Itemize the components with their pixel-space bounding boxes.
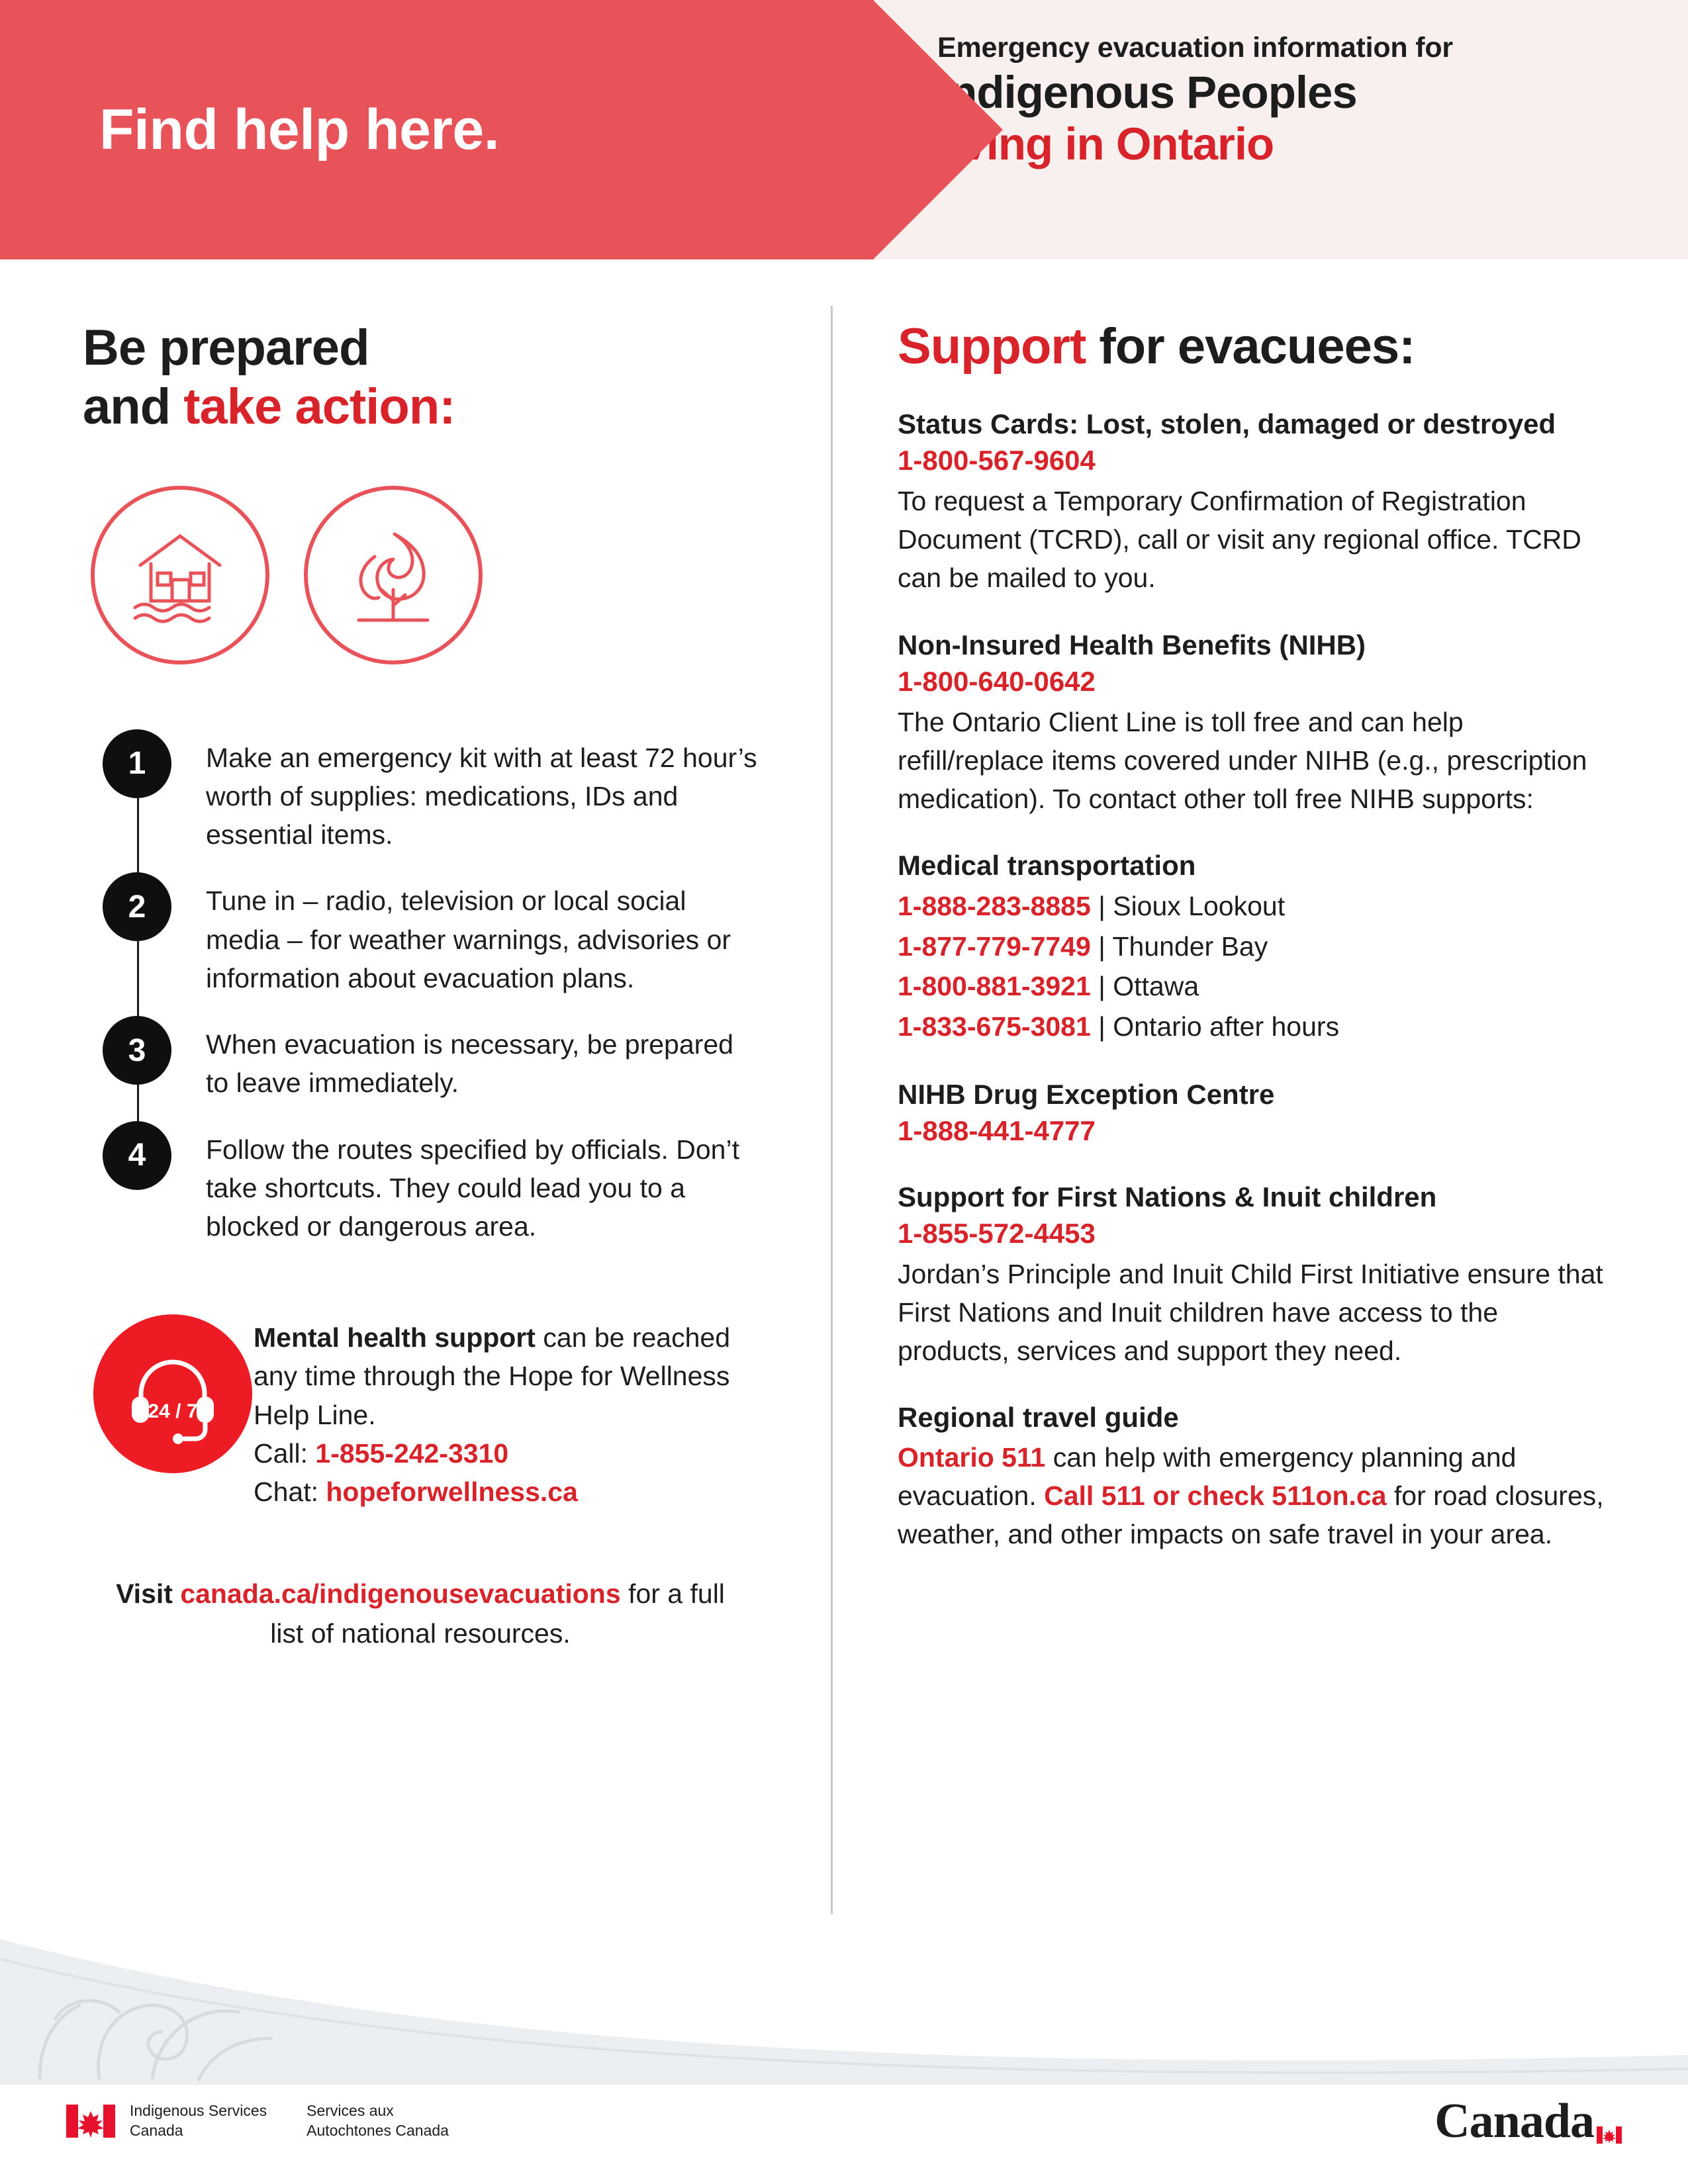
phone-place: | Thunder Bay [1090,931,1268,962]
section-body: The Ontario Client Line is toll free and can help refill/replace items covered under NIHB (e.g., prescription medication). To contact other toll free NIHB supports: [898,706,1587,815]
travel-body-part4: for road closures, weather, and other impacts on safe travel in your area. [898,1480,1604,1550]
left-column-title [83,319,758,437]
isc-en-line1: Indigenous Services [130,2102,267,2120]
support-section-status-cards [898,407,1615,598]
step-number: 1 [103,729,171,798]
step-bullet-wrap [83,729,206,798]
phone-row [898,966,1615,1007]
phone-number[interactable]: 1-800-881-3921 [898,971,1091,1002]
section-heading: NIHB Drug Exception Centre [898,1078,1275,1110]
phone-place: | Ontario after hours [1090,1011,1340,1042]
step-bullet-wrap [83,872,206,941]
call-511-link[interactable]: Call 511 or check 511on.ca [1044,1480,1387,1512]
mental-health-chat-label: Chat: [254,1477,326,1508]
phone-row [898,1007,1615,1047]
support-section-children [898,1180,1615,1371]
isc-fr-line2: Autochtones Canada [306,2122,449,2139]
section-heading: Status Cards: Lost, stolen, damaged or destroyed [898,408,1556,439]
ontario-511-link[interactable]: Ontario 511 [898,1441,1046,1473]
page-content [0,259,1688,1967]
indigenous-services-canada-logo [66,2101,449,2141]
phone-row [898,927,1615,967]
visit-resources-line [83,1574,758,1653]
isc-english [130,2101,267,2141]
section-phone[interactable]: 1-800-567-9604 [898,445,1096,477]
mental-health-lead: Mental health support [254,1322,536,1353]
step-bullet-wrap [83,1016,206,1085]
banner-title: Find help here. [99,97,500,161]
hazard-icons [91,486,758,664]
left-title-line2a: and [83,378,184,435]
canada-wordmark [1434,2093,1622,2150]
support-section-travel-guide [898,1400,1615,1553]
mental-health-phone[interactable]: 1-855-242-3310 [315,1437,509,1469]
mental-health-chat-link[interactable]: hopeforwellness.ca [326,1477,578,1508]
header-title-accent: living in Ontario [937,118,1274,169]
support-section-medical-transportation [898,848,1615,1046]
preparedness-steps [83,729,758,1246]
phone-number[interactable]: 1-833-675-3081 [898,1011,1091,1042]
wildfire-icon [304,486,483,664]
step-number: 2 [103,872,171,941]
section-phone[interactable]: 1-888-441-4777 [898,1115,1096,1147]
phone-number[interactable]: 1-877-779-7749 [898,931,1091,962]
step-bullet-wrap [83,1121,206,1190]
left-title-line1: Be prepared [83,320,369,376]
support-section-nihb [898,628,1615,819]
section-heading: Non-Insured Health Benefits (NIHB) [898,629,1366,660]
section-body [898,1438,1615,1554]
left-title-accent: take action: [183,378,455,435]
section-body: To request a Temporary Confirmation of Registration Document (TCRD), call or visit any regional office. TCRD can be mailed to you. [898,486,1581,594]
section-heading: Support for First Nations & Inuit children [898,1181,1437,1212]
support-section-drug-exception [898,1077,1615,1150]
header-banner [0,0,874,259]
phone-row [898,886,1615,927]
phone-number[interactable]: 1-888-283-8885 [898,890,1091,921]
section-phone[interactable]: 1-855-572-4453 [898,1218,1096,1250]
svg-text:24 / 7: 24 / 7 [148,1400,198,1423]
page-footer [0,1926,1688,2184]
section-phone[interactable]: 1-800-640-0642 [898,666,1096,698]
phone-place: | Sioux Lookout [1090,890,1286,921]
footer-bar [0,2058,1688,2184]
page-header [0,0,1688,259]
travel-body-part2: can help with emergency planning and evacuation. [898,1441,1517,1512]
header-title-main: Indigenous Peoples [937,67,1357,118]
step-item [83,872,758,997]
mental-health-badge [83,1314,254,1473]
canada-wordmark-flag-icon [1597,2100,1622,2117]
isc-en-line2: Canada [130,2122,183,2139]
section-heading: Regional travel guide [898,1402,1179,1433]
headset-24-7-icon [93,1314,252,1473]
step-text: Make an emergency kit with at least 72 hour’s worth of supplies: medications, IDs and essential items. [206,742,757,850]
visit-suffix: for a full list of national resources. [270,1578,725,1649]
mental-health-text [254,1314,758,1511]
flood-house-icon [91,486,269,664]
section-body: Jordan’s Principle and Inuit Child First Initiative ensure that First Nations and Inuit children have access to the products, services and support they need. [898,1258,1603,1367]
step-item [83,1016,758,1102]
left-column [0,299,831,1967]
right-title-rest: for evacuees: [1086,318,1415,375]
step-text: Tune in – radio, television or local social media – for weather warnings, advisories or information about evacuation plans. [206,886,731,993]
step-item [83,1121,758,1246]
phone-list [898,886,1615,1047]
canada-flag-icon [66,2105,115,2138]
isc-french [306,2101,449,2141]
step-number: 4 [103,1121,171,1190]
mental-health-body: can be reached any time through the Hope for Wellness Help Line. [254,1322,731,1430]
right-column [833,299,1688,1967]
header-subtitle: Emergency evacuation information for [937,32,1453,64]
visit-prefix: Visit [116,1578,181,1610]
section-heading: Medical transportation [898,850,1196,882]
right-column-title [898,318,1615,377]
canada-wordmark-text: Canada [1434,2093,1594,2148]
step-item [83,729,758,854]
isc-wordmark-text [130,2101,449,2141]
mental-health-call-label: Call: [254,1437,316,1469]
step-number: 3 [103,1016,171,1085]
phone-place: | Ottawa [1090,971,1199,1002]
visit-url[interactable]: canada.ca/indigenousevacuations [180,1578,621,1610]
step-text: Follow the routes specified by officials. Don’t take shortcuts. They could lead you to a blocked or dangerous area. [206,1134,739,1242]
right-title-accent: Support [898,318,1086,375]
isc-fr-line1: Services aux [306,2102,394,2120]
mental-health-support [83,1314,758,1511]
step-text: When evacuation is necessary, be prepared to leave immediately. [206,1029,733,1099]
